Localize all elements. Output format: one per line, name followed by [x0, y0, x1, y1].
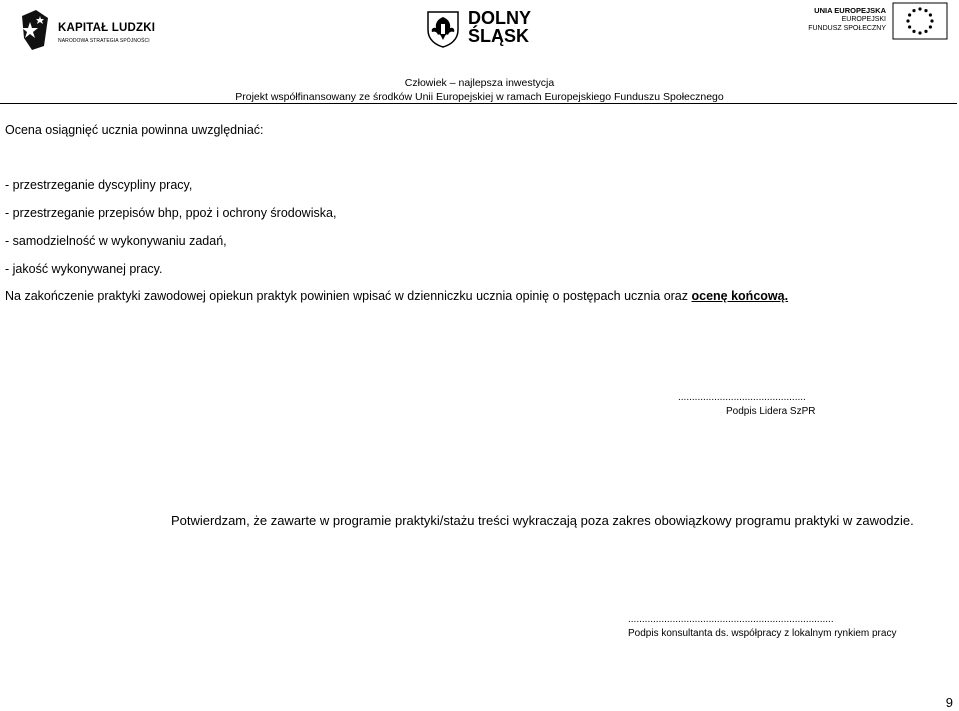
header-divider — [0, 103, 957, 104]
leader-signature-label: Podpis Lidera SzPR — [726, 406, 816, 417]
final-grade-emphasis: ocenę końcową. — [691, 289, 789, 303]
eu-flag-icon — [892, 2, 948, 40]
final-assessment-text: Na zakończenie praktyki zawodowej opiekun praktyk powinien wpisać w dzienniczku ucznia opinię o postępach ucznia oraz — [5, 289, 692, 303]
dolny-slask-line1: DOLNY — [468, 8, 531, 28]
intro-text: Ocena osiągnięć ucznia powinna uwzględniać: — [5, 123, 264, 137]
consultant-signature-label: Podpis konsultanta ds. współpracy z lokalnym rynkiem pracy — [628, 628, 897, 639]
leader-signature-line: .............................................. — [678, 392, 806, 403]
criteria-item: - przestrzeganie dyscypliny pracy, — [5, 178, 193, 192]
kapital-ludzki-subtitle: NARODOWA STRATEGIA SPÓJNOŚCI — [58, 38, 150, 44]
confirmation-statement: Potwierdzam, że zawarte w programie praktyki/stażu treści wykraczają poza zakres obowiązkowy programu praktyki w zawodzie. — [171, 513, 914, 528]
unia-europejska-logo — [790, 2, 950, 42]
coat-of-arms-icon — [426, 10, 460, 48]
dolny-slask-logo — [426, 8, 546, 48]
kapital-ludzki-emblem-icon — [18, 8, 52, 52]
ue-line1: UNIA EUROPEJSKA — [814, 6, 886, 15]
criteria-item: - przestrzeganie przepisów bhp, ppoż i ochrony środowiska, — [5, 206, 337, 220]
ue-line2: EUROPEJSKI — [841, 16, 886, 23]
kapital-ludzki-logo — [18, 8, 158, 52]
header-text — [0, 76, 959, 104]
criteria-item: - samodzielność w wykonywaniu zadań, — [5, 234, 227, 248]
page-number: 9 — [945, 695, 953, 710]
header-motto: Człowiek – najlepsza inwestycja — [404, 77, 555, 89]
consultant-signature-line: .......................................................................... — [628, 614, 834, 625]
final-assessment-paragraph — [5, 289, 788, 303]
ue-line3: FUNDUSZ SPOŁECZNY — [808, 25, 886, 32]
kapital-ludzki-title: KAPITAŁ LUDZKI — [58, 22, 156, 34]
header-project: Projekt współfinansowany ze środków Unii Europejskiej w ramach Europejskiego Funduszu Społecznego — [235, 91, 724, 103]
criteria-item: - jakość wykonywanej pracy. — [5, 262, 163, 276]
dolny-slask-line2: ŚLĄSK — [468, 26, 530, 46]
